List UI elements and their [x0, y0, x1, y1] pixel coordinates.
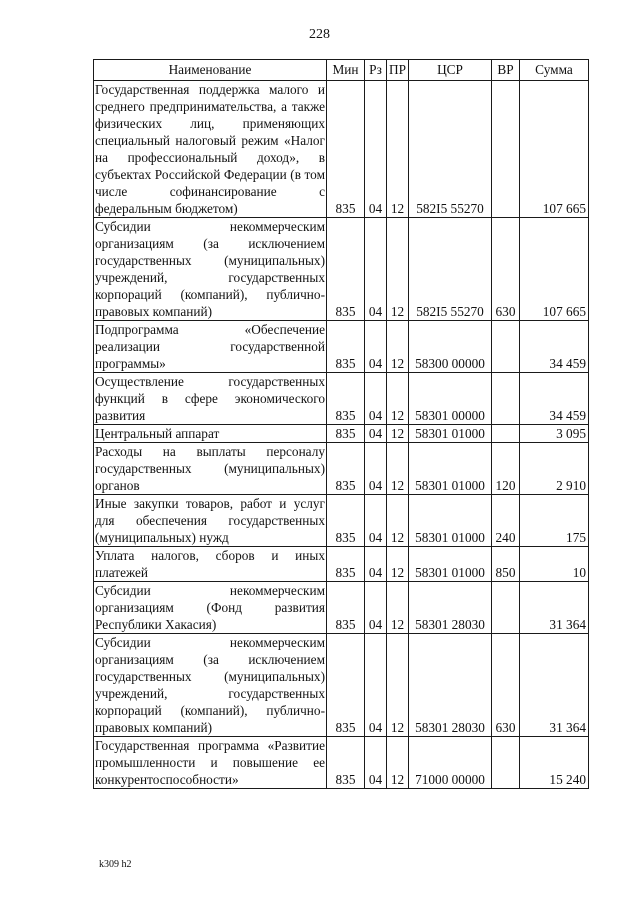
table-row	[94, 425, 589, 443]
cell-rz: 04	[365, 321, 387, 373]
cell-min: 835	[327, 321, 365, 373]
cell-name: Подпрограмма «Обеспечение реализации государственной программы»	[95, 322, 325, 371]
cell-min: 835	[327, 218, 365, 321]
header-vr: ВР	[492, 60, 520, 81]
budget-table	[93, 59, 589, 789]
cell-csr: 58301 00000	[409, 373, 492, 425]
cell-csr: 58301 01000	[409, 547, 492, 582]
cell-sum: 31 364	[520, 634, 589, 737]
table-row	[94, 582, 589, 634]
header-pr: ПР	[387, 60, 409, 81]
cell-pr: 12	[387, 495, 409, 547]
cell-vr: 630	[492, 218, 520, 321]
cell-rz: 04	[365, 218, 387, 321]
cell-vr	[492, 81, 520, 218]
cell-sum: 107 665	[520, 81, 589, 218]
cell-vr	[492, 737, 520, 789]
cell-name: Государственная поддержка малого и среднего предпринимательства, а также физических лиц, применяющих специальный налоговый режим «Налог на профессиональный доход», в субъектах Российской Федерации (в том числе софинансирование с федеральным бюджетом)	[95, 82, 325, 216]
header-csr: ЦСР	[409, 60, 492, 81]
cell-min: 835	[327, 547, 365, 582]
cell-sum: 10	[520, 547, 589, 582]
cell-sum: 34 459	[520, 373, 589, 425]
cell-vr: 630	[492, 634, 520, 737]
table-row	[94, 737, 589, 789]
cell-csr: 582I5 55270	[409, 218, 492, 321]
cell-pr: 12	[387, 547, 409, 582]
cell-vr	[492, 373, 520, 425]
cell-name: Расходы на выплаты персоналу государственных (муниципальных) органов	[95, 444, 325, 493]
cell-min: 835	[327, 495, 365, 547]
cell-rz: 04	[365, 582, 387, 634]
cell-min: 835	[327, 634, 365, 737]
table-header-row	[94, 60, 589, 81]
cell-vr	[492, 321, 520, 373]
cell-sum: 34 459	[520, 321, 589, 373]
cell-vr	[492, 425, 520, 443]
cell-pr: 12	[387, 81, 409, 218]
cell-name: Субсидии некоммерческим организациям (за исключением государственных (муниципальных) учреждений, государственных корпораций (компаний), публично-правовых компаний)	[95, 635, 325, 735]
cell-pr: 12	[387, 443, 409, 495]
cell-min: 835	[327, 425, 365, 443]
cell-vr: 850	[492, 547, 520, 582]
cell-rz: 04	[365, 495, 387, 547]
cell-pr: 12	[387, 425, 409, 443]
cell-name: Иные закупки товаров, работ и услуг для обеспечения государственных (муниципальных) нужд	[95, 496, 325, 545]
cell-pr: 12	[387, 218, 409, 321]
cell-pr: 12	[387, 373, 409, 425]
cell-csr: 58301 28030	[409, 582, 492, 634]
cell-sum: 15 240	[520, 737, 589, 789]
cell-csr: 58300 00000	[409, 321, 492, 373]
cell-pr: 12	[387, 321, 409, 373]
cell-csr: 58301 01000	[409, 443, 492, 495]
cell-rz: 04	[365, 425, 387, 443]
header-name: Наименование	[94, 60, 327, 81]
cell-pr: 12	[387, 634, 409, 737]
cell-vr: 240	[492, 495, 520, 547]
header-rz: Рз	[365, 60, 387, 81]
cell-vr	[492, 582, 520, 634]
cell-rz: 04	[365, 737, 387, 789]
cell-name: Осуществление государственных функций в сфере экономического развития	[95, 374, 325, 423]
cell-min: 835	[327, 582, 365, 634]
cell-pr: 12	[387, 582, 409, 634]
cell-csr: 582I5 55270	[409, 81, 492, 218]
cell-csr: 71000 00000	[409, 737, 492, 789]
cell-csr: 58301 01000	[409, 425, 492, 443]
cell-sum: 107 665	[520, 218, 589, 321]
page-number: 228	[309, 27, 330, 42]
cell-sum: 3 095	[520, 425, 589, 443]
header-sum: Сумма	[520, 60, 589, 81]
cell-rz: 04	[365, 373, 387, 425]
table-row	[94, 443, 589, 495]
table-row	[94, 495, 589, 547]
cell-name: Субсидии некоммерческим организациям (за исключением государственных (муниципальных) учреждений, государственных корпораций (компаний), публично-правовых компаний)	[95, 219, 325, 319]
cell-min: 835	[327, 443, 365, 495]
cell-sum: 175	[520, 495, 589, 547]
cell-vr: 120	[492, 443, 520, 495]
footer-code: k309 h2	[99, 859, 132, 870]
table-row	[94, 81, 589, 218]
cell-name: Уплата налогов, сборов и иных платежей	[95, 548, 325, 580]
cell-rz: 04	[365, 443, 387, 495]
cell-rz: 04	[365, 634, 387, 737]
table-row	[94, 547, 589, 582]
table-row	[94, 218, 589, 321]
cell-rz: 04	[365, 547, 387, 582]
cell-csr: 58301 01000	[409, 495, 492, 547]
header-min: Мин	[327, 60, 365, 81]
cell-pr: 12	[387, 737, 409, 789]
cell-min: 835	[327, 81, 365, 218]
cell-rz: 04	[365, 81, 387, 218]
table-row	[94, 634, 589, 737]
cell-min: 835	[327, 373, 365, 425]
cell-name: Государственная программа «Развитие промышленности и повышение ее конкурентоспособности»	[95, 738, 325, 787]
cell-sum: 31 364	[520, 582, 589, 634]
cell-min: 835	[327, 737, 365, 789]
table-row	[94, 321, 589, 373]
cell-sum: 2 910	[520, 443, 589, 495]
cell-csr: 58301 28030	[409, 634, 492, 737]
cell-name: Субсидии некоммерческим организациям (Фонд развития Республики Хакасия)	[95, 583, 325, 632]
table-row	[94, 373, 589, 425]
cell-name: Центральный аппарат	[94, 425, 327, 443]
